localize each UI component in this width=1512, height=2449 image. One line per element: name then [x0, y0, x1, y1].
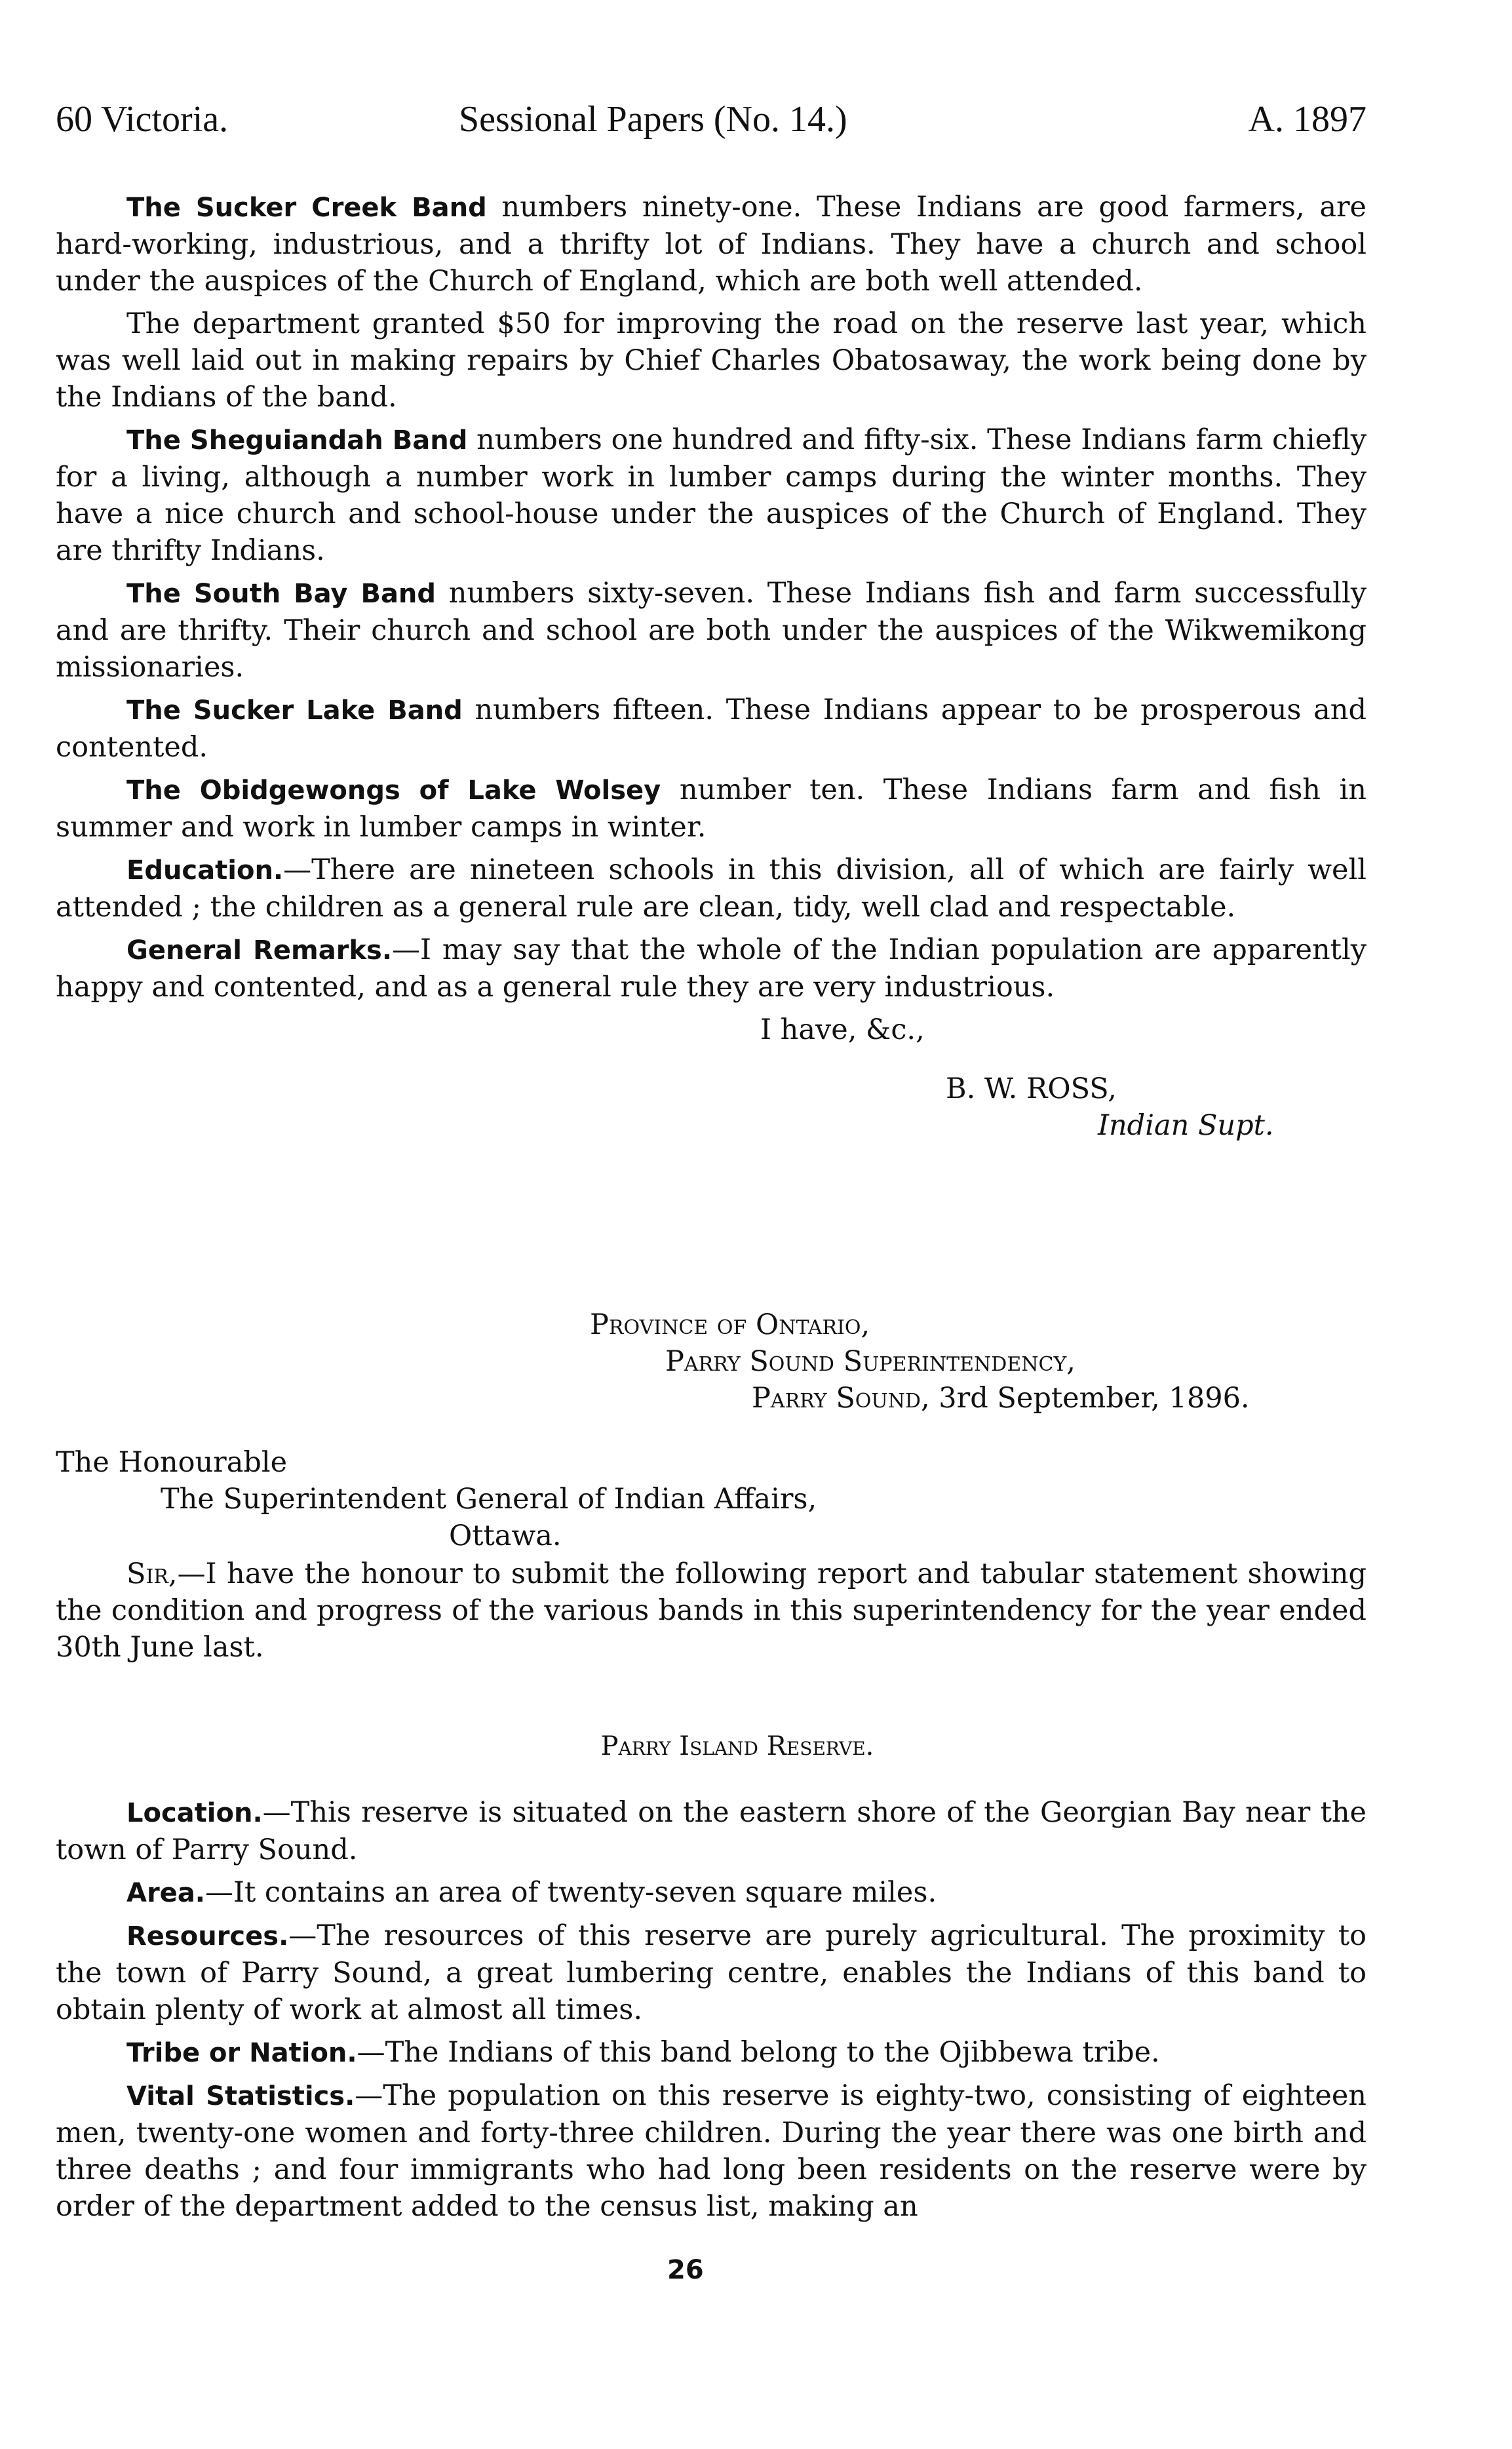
address-date: 3rd September, 1896.: [929, 1382, 1250, 1415]
paragraph-sucker-lake: [56, 692, 1367, 766]
paragraph-lead: Area.: [126, 1878, 205, 1908]
paragraph-sheguiandah: [56, 421, 1367, 569]
paragraph-lead: Education.: [126, 855, 284, 886]
paragraph-text: numbers ninety-one. These Indians are good farmers, are hard-working, industrious, and a thrifty lot of Indians. They have a church and school under the auspices of the Church of England, which are both well attended.: [56, 191, 1367, 298]
closing-greeting: I have, &c.,: [760, 1013, 925, 1046]
paragraph-intro: [56, 1556, 1367, 1666]
letter-address: [56, 1306, 1367, 1438]
recipient-title: The Superintendent General of Indian Affairs,: [161, 1483, 817, 1516]
document-page: [56, 98, 1367, 2231]
recipient-honorific: The Honourable: [56, 1446, 288, 1479]
paragraph-lead: The Sheguiandah Band: [126, 425, 468, 456]
paragraph-text: —I may say that the whole of the Indian population are apparently happy and contented, and as a general rule they are very industrious.: [56, 933, 1367, 1004]
header-year: A. 1897: [1248, 99, 1367, 140]
salutation-sir: Sir,: [126, 1558, 178, 1590]
paragraph-text: —I have the honour to submit the following report and tabular statement showing the condition and progress of the various bands in this superintendency for the year ended 30th June last.: [56, 1558, 1367, 1664]
paragraph-lead: General Remarks.: [126, 935, 393, 966]
paragraph-lead: Vital Statistics.: [126, 2081, 355, 2111]
header-title: Sessional Papers (No. 14.): [459, 99, 847, 140]
paragraph-lead: Tribe or Nation.: [126, 2038, 357, 2068]
address-place: Parry Sound,: [752, 1382, 930, 1415]
paragraph-area: [56, 1874, 1367, 1911]
paragraph-resources: [56, 1917, 1367, 2028]
paragraph-education: [56, 852, 1367, 926]
paragraph-lead: Resources.: [126, 1921, 289, 1951]
recipient-city: Ottawa.: [449, 1519, 562, 1552]
paragraph-text: The department granted $50 for improving the road on the reserve last year, which was well laid out in making repairs by Chief Charles Obatosaway, the work being done by the Indians of the band.: [56, 307, 1367, 414]
paragraph-south-bay: [56, 575, 1367, 686]
paragraph-location: [56, 1794, 1367, 1868]
page-number: 26: [667, 2255, 704, 2285]
header-volume: 60 Victoria.: [56, 99, 229, 140]
letter-introduction: [56, 1556, 1367, 1666]
paragraph-vital-statistics: [56, 2077, 1367, 2225]
paragraph-text: —It contains an area of twenty-seven square miles.: [205, 1876, 937, 1909]
letter-closing: [56, 1011, 1367, 1149]
signatory-title: Indian Supt.: [1098, 1109, 1274, 1142]
paragraph-general-remarks: [56, 931, 1367, 1006]
paragraph-text: number ten. These Indians farm and fish in summer and work in lumber camps in winter.: [56, 774, 1367, 844]
running-header: [56, 98, 1367, 157]
paragraph-sucker-creek: [56, 189, 1367, 300]
letter-recipient: [56, 1444, 1367, 1556]
address-province: Province of Ontario,: [590, 1308, 870, 1341]
paragraph-lead: Location.: [126, 1798, 263, 1828]
paragraph-text: numbers one hundred and fifty-six. These Indians farm chiefly for a living, although a number work in lumber camps during the winter months. They have a nice church and school-house under the auspices of the Church of England. They are thrifty Indians.: [56, 423, 1367, 567]
address-place-date: [752, 1380, 1250, 1417]
paragraph-text: —The Indians of this band belong to the Ojibbewa tribe.: [357, 2036, 1160, 2069]
paragraph-lead: The Sucker Lake Band: [126, 696, 463, 726]
paragraph-text: —This reserve is situated on the eastern shore of the Georgian Bay near the town of Parry Sound.: [56, 1796, 1367, 1866]
section-heading: Parry Island Reserve.: [600, 1731, 874, 1761]
paragraph-lead: The Sucker Creek Band: [126, 193, 487, 223]
paragraph-tribe: [56, 2034, 1367, 2071]
address-superintendency: Parry Sound Superintendency,: [665, 1345, 1076, 1378]
paragraph-text: —The population on this reserve is eighty-two, consisting of eighteen men, twenty-one women and forty-three children. During the year there was one birth and three deaths ; and four immigrants who had long been residents on the reserve were by order of the department added to the census list, making an: [56, 2079, 1367, 2223]
paragraph-lead: The Obidgewongs of Lake Wolsey: [126, 775, 661, 806]
paragraph-text: numbers sixty-seven. These Indians fish and farm successfully and are thrifty. Their church and school are both under the auspices of the Wikwemikong missionaries.: [56, 577, 1367, 684]
paragraph-obidgewongs: [56, 772, 1367, 846]
report-body-part2: [56, 1794, 1367, 2225]
paragraph-text: —The resources of this reserve are purely agricultural. The proximity to the town of Parry Sound, a great lumbering centre, enables the Indians of this band to obtain plenty of work at almost all times.: [56, 1919, 1367, 2026]
report-body-part1: [56, 189, 1367, 1006]
paragraph-text: —There are nineteen schools in this division, all of which are fairly well attended ; the children as a general rule are clean, tidy, well clad and respectable.: [56, 853, 1367, 924]
paragraph-text: numbers fifteen. These Indians appear to be prosperous and contented.: [56, 694, 1367, 764]
paragraph-lead: The South Bay Band: [126, 579, 436, 609]
paragraph-road-grant: [56, 305, 1367, 416]
signatory-name: B. W. ROSS,: [946, 1072, 1117, 1105]
